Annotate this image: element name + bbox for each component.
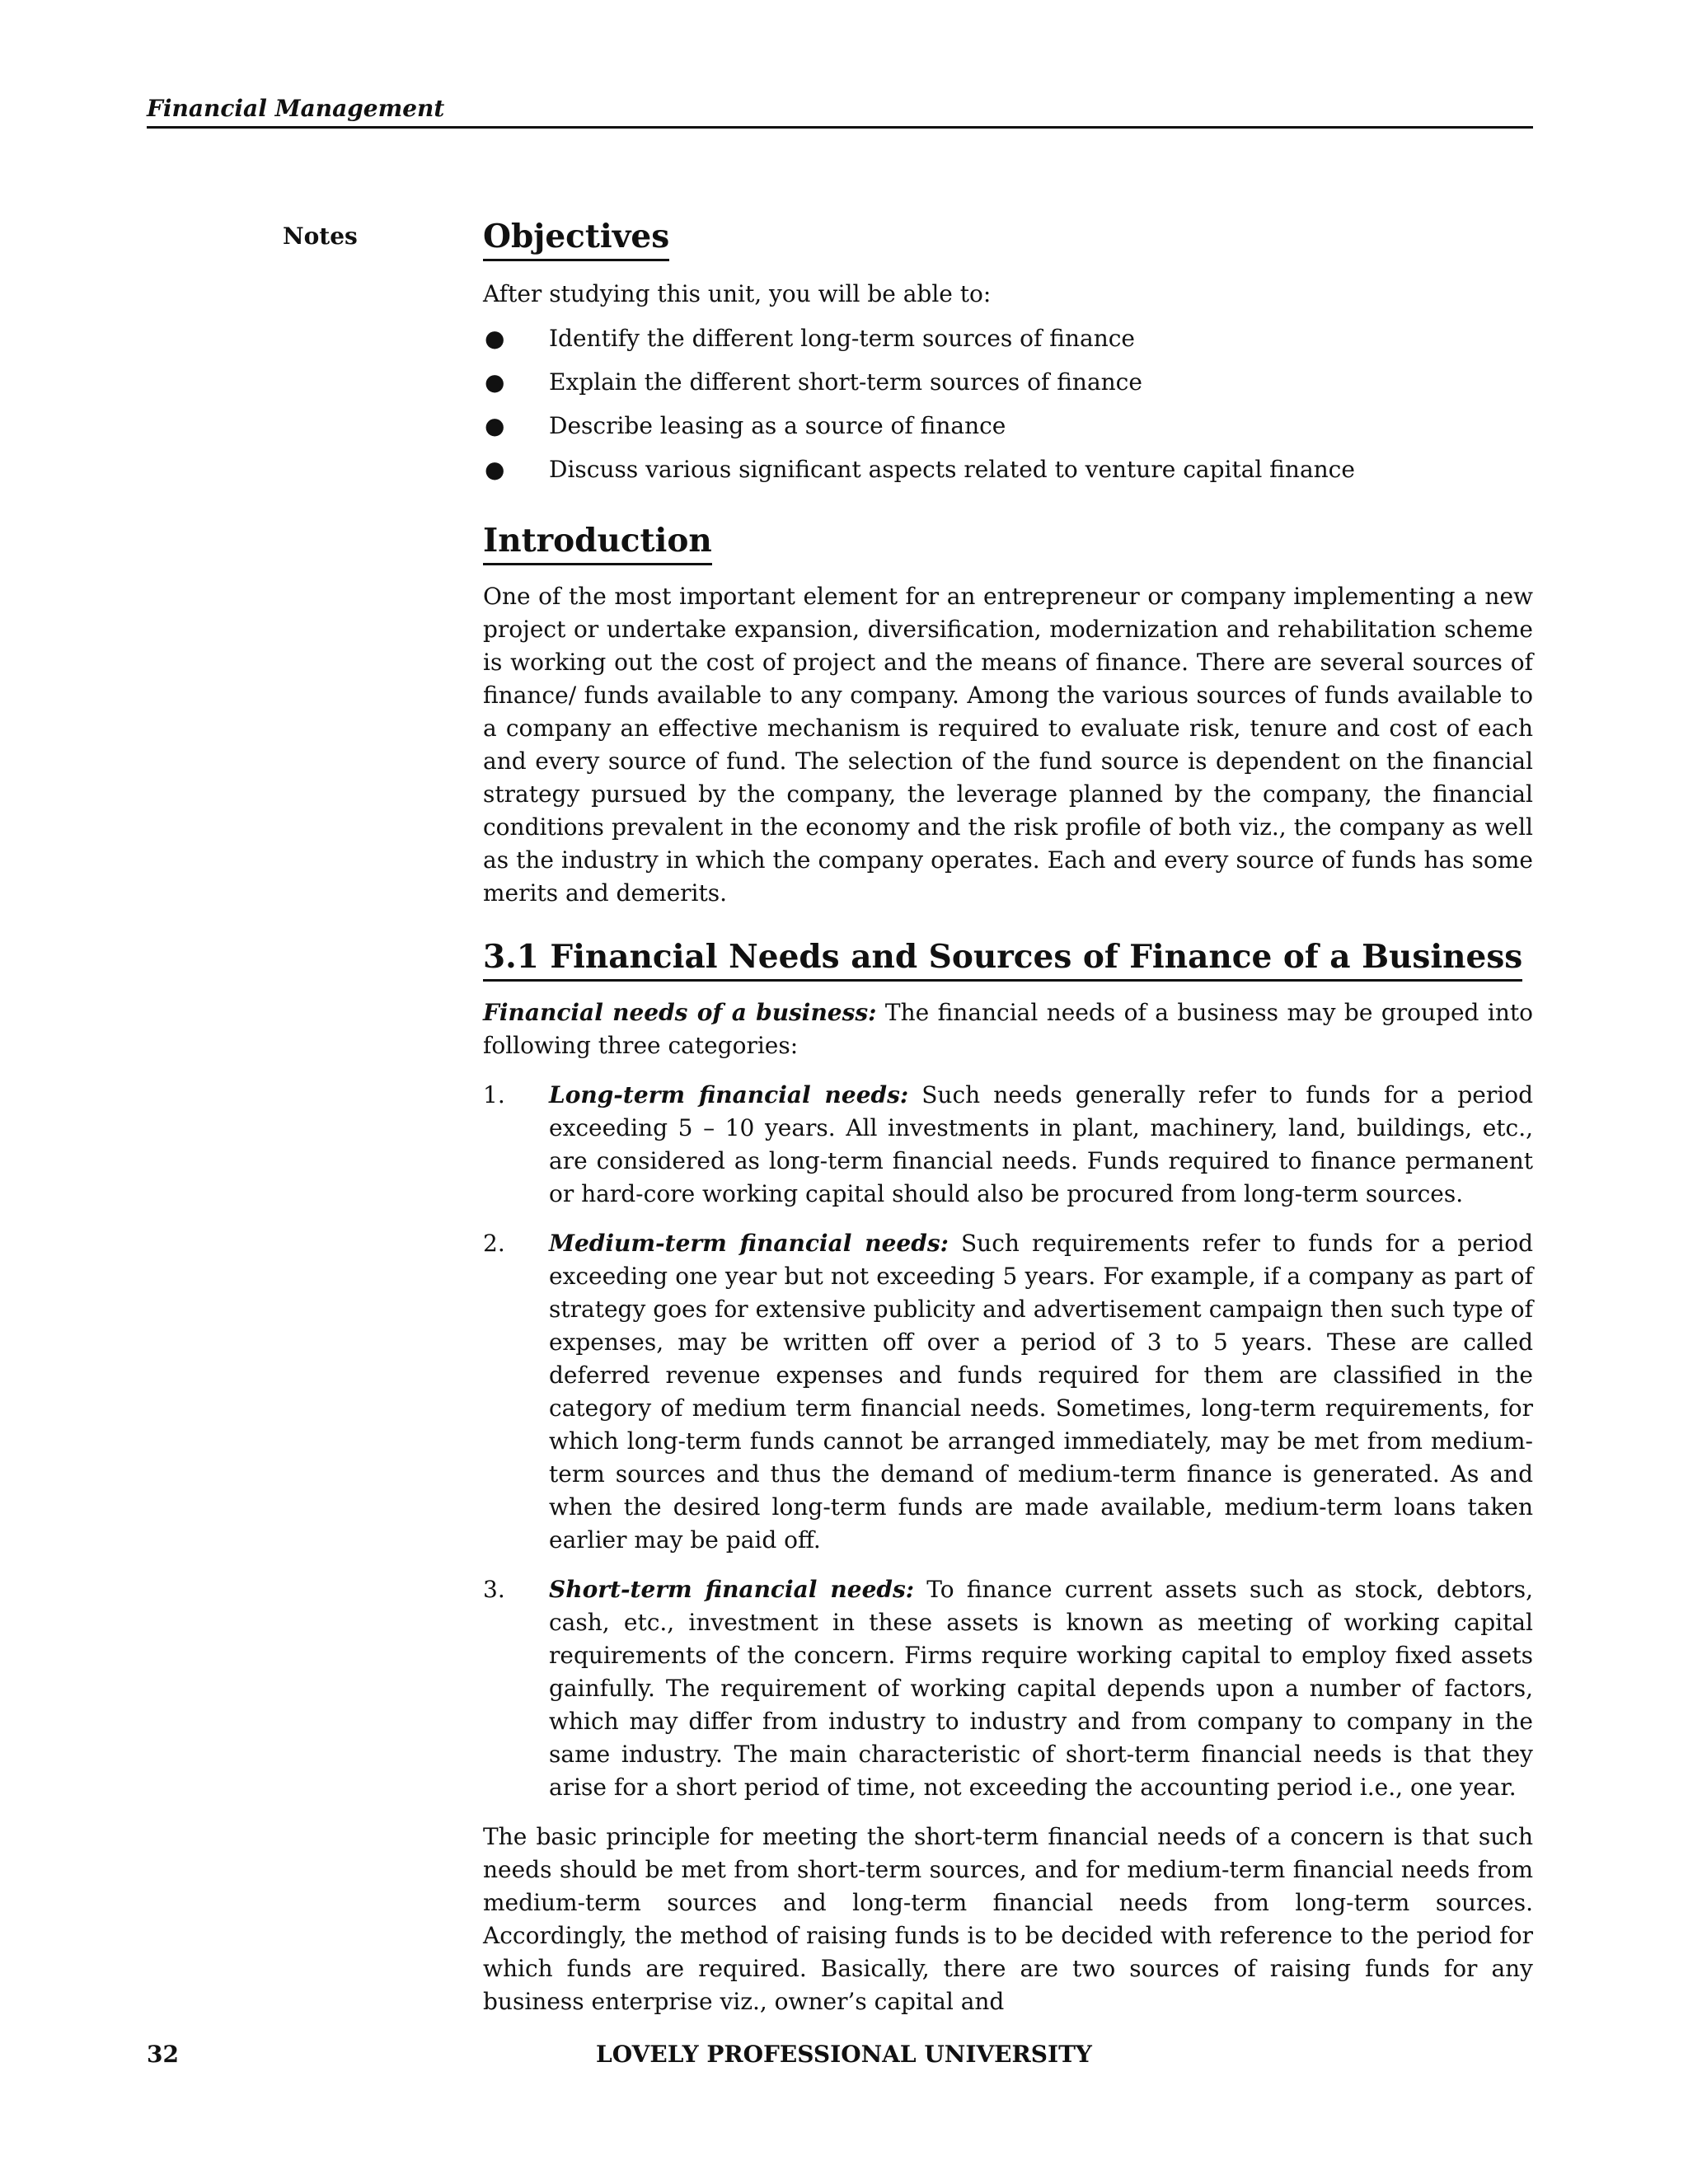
closing-paragraph: The basic principle for meeting the short-term financial needs of a concern is that such needs should be met from short-term sources, and for medium-term financial needs from medium-term sources and long-term financial needs from long-term sources. Accordingly, the method of raising funds is to be decided with reference to the period for which funds are required. Basically, there are two sources of raising funds for any business enterprise viz., owner’s capital and [483, 1823, 1533, 2015]
list-item [483, 322, 1533, 355]
list-item [483, 1079, 1533, 1211]
list-item [483, 366, 1533, 399]
objective-text: Explain the different short-term sources of finance [549, 368, 1142, 396]
list-item [483, 1227, 1533, 1557]
objectives-list [483, 322, 1533, 486]
item-number: 1. [483, 1081, 505, 1108]
objectives-lead: After studying this unit, you will be able to: [483, 280, 992, 307]
notes-margin-label: Notes [283, 223, 358, 250]
financial-needs-list [483, 1079, 1533, 1804]
bullet-icon: ● [485, 456, 505, 483]
objective-text: Describe leasing as a source of finance [549, 412, 1006, 439]
item-term: Long-term financial needs: [549, 1081, 909, 1108]
list-item [483, 453, 1533, 486]
item-text: Such requirements refer to funds for a period exceeding one year but not exceeding 5 years. For example, if a company as part of strategy goes for extensive publicity and advertisement campaign then such type of expenses, may be written off over a period of 3 to 5 years. These are called deferred revenue expenses and funds required for them are classified in the category of medium term financial needs. Sometimes, long-term requirements, for which long-term funds cannot be arranged immediately, may be met from medium-term sources and thus the demand of medium-term finance is generated. As and when the desired long-term funds are made available, medium-term loans taken earlier may be paid off. [549, 1230, 1533, 1554]
footer-university: LOVELY PROFESSIONAL UNIVERSITY [596, 2041, 1092, 2068]
item-number: 2. [483, 1230, 505, 1257]
item-term: Medium-term financial needs: [549, 1230, 949, 1257]
section-heading: 3.1 Financial Needs and Sources of Finance of a Business [483, 936, 1522, 982]
bullet-icon: ● [485, 412, 505, 439]
item-text: Such needs generally refer to funds for a period exceeding 5 – 10 years. All investments in plant, machinery, land, buildings, etc., are considered as long-term financial needs. Funds required to finance permanent or hard-core working capital should also be procured from long-term sources. [549, 1081, 1533, 1207]
running-header: Financial Management [147, 92, 1533, 129]
objective-text: Discuss various significant aspects related to venture capital finance [549, 456, 1355, 483]
introduction-heading: Introduction [483, 520, 712, 565]
item-number: 3. [483, 1576, 505, 1603]
main-content [483, 216, 1533, 2018]
list-item [483, 1573, 1533, 1804]
section-lead-paragraph [483, 996, 1533, 1062]
lead-term: Financial needs of a business: [483, 999, 877, 1026]
objective-text: Identify the different long-term sources of finance [549, 325, 1135, 352]
lead-text: The financial needs of a business may be grouped into following three categories: [483, 999, 1533, 1059]
list-item [483, 410, 1533, 443]
item-text: To finance current assets such as stock, debtors, cash, etc., investment in these assets is known as meeting of working capital requirements of the concern. Firms require working capital to employ fixed assets gainfully. The requirement of working capital depends upon a number of factors, which may differ from industry to industry and from company to company in the same industry. The main characteristic of short-term financial needs is that they arise for a short period of time, not exceeding the accounting period i.e., one year. [549, 1576, 1533, 1801]
page-number: 32 [147, 2041, 179, 2068]
item-term: Short-term financial needs: [549, 1576, 915, 1603]
objectives-heading: Objectives [483, 216, 669, 261]
bullet-icon: ● [485, 325, 505, 352]
introduction-paragraph: One of the most important element for an entrepreneur or company implementing a new project or undertake expansion, diversification, modernization and rehabilitation scheme is working out the cost of project and the means of finance. There are several sources of finance/ funds available to any company. Among the various sources of funds available to a company an effective mechanism is required to evaluate risk, tenure and cost of each and every source of fund. The selection of the fund source is dependent on the financial strategy pursued by the company, the leverage planned by the company, the financial conditions prevalent in the economy and the risk profile of both viz., the company as well as the industry in which the company operates. Each and every source of funds has some merits and demerits. [483, 583, 1533, 907]
bullet-icon: ● [485, 368, 505, 396]
